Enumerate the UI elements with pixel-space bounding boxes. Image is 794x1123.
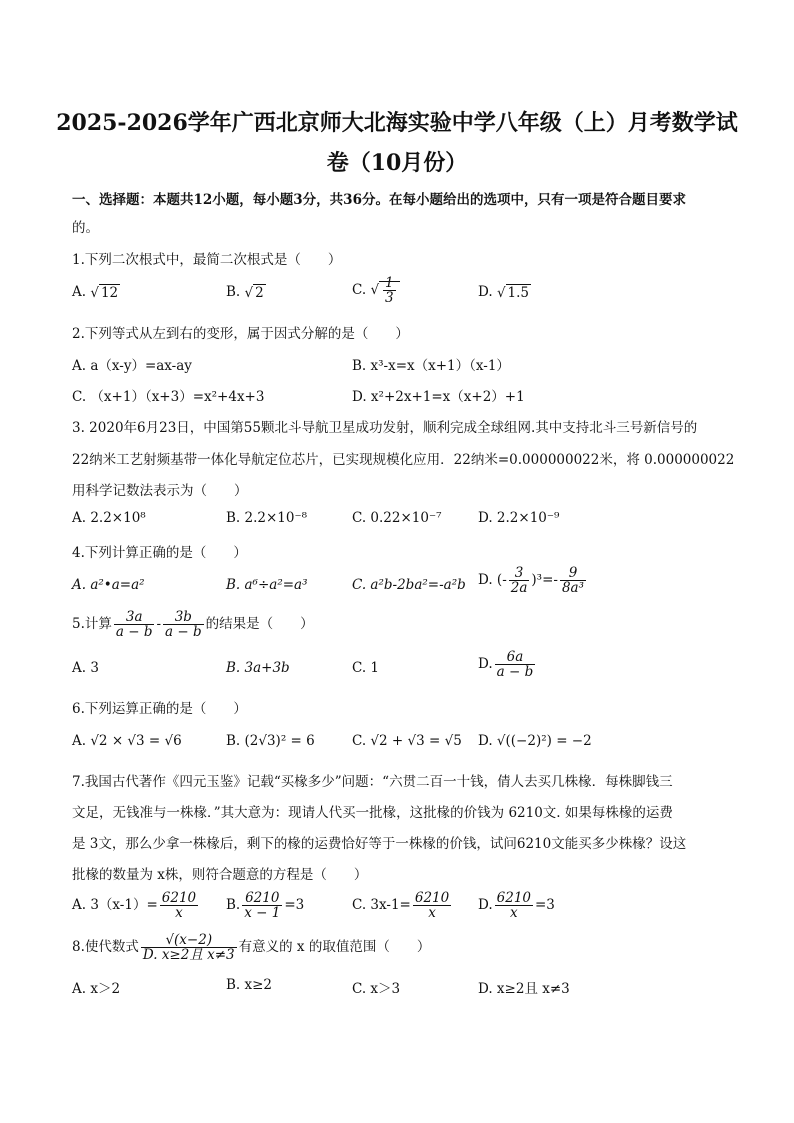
q1-option-d: D. √ 1.5 [478,284,530,301]
q3-stem-line2: 22纳米工艺射频基带一体化导航定位芯片，已实现规模化应用．22纳米=0.000000022米，将 0.000000022 [72,452,735,468]
q7-stem-line2: 文足，无钱准与一株椽．”其大意为：现请人代买一批椽，这批椽的价钱为 6210文. 如果每株椽的运费 [72,805,673,821]
q4-option-b: B. a⁶÷a²=a³ [226,577,308,593]
q5-stem: 5.计算 $\frac{3a}{a - b}$ - $\frac{3b}{a - b}$ 的结果是（ ） [72,609,314,641]
q5-option-d: D. $\frac{6a}{a - b}$ [478,649,534,681]
q1-option-b: B. √ 2 [226,284,264,301]
q1-stem: 1.下列二次根式中，最简二次根式是（ ） [72,252,342,268]
q7-option-b: B. $\frac{6210}{x - 1}$ =3 [226,890,305,922]
q8-option-a: A. x＞2 [72,981,121,997]
q7-option-a: A. 3（x-1）= $\frac{6210}{x}$ [72,890,197,922]
q2-option-d: D. x²+2x+1=x（x+2）+1 [352,389,525,405]
q3-option-a: A. 2.2×10⁸ [72,510,146,526]
q7-stem-line3: 是 3文，那么少拿一株椽后，剩下的椽的运费恰好等于一株椽的价钱，试问6210文能买多少株椽？设这 [72,836,687,852]
q8-option-b: B. x≥2 [226,977,273,993]
q5-option-c: C. 1 [352,660,380,676]
q7-option-c: C. 3x-1= $\frac{6210}{x}$ [352,890,450,922]
q2-option-c: C. （x+1）（x+3）=x²+4x+3 [72,389,265,405]
q7-option-d: D. $\frac{6210}{x}$ =3 [478,890,555,922]
q6-stem: 6.下列运算正确的是（ ） [72,701,247,717]
q4-option-c: C. a²b-2ba²=-a²b [352,577,466,593]
q5-option-b: B. 3a+3b [226,660,290,676]
q6-option-d: D. √((−2)²) = −2 [478,733,592,749]
q7-stem-line4: 批椽的数量为 x株，则符合题意的方程是（ ） [72,867,368,883]
section-heading: 一、选择题：本题共12小题，每小题3分，共36分。在每小题给出的选项中，只有一项是符合题目要求 [72,192,686,208]
q8-stem: 8.使代数式 $\frac{√(x-2)}{\text{D. x≥2且 x≠3}}$ 有意义的 x 的取值范围（ ） [72,932,431,964]
q8-option-d: D. x≥2且 x≠3 [478,981,570,997]
q2-option-a: A. a（x-y）=ax-ay [72,358,192,374]
q8-option-c: C. x＞3 [352,981,401,997]
q3-stem-line3: 用科学记数法表示为（ ） [72,483,248,499]
q6-option-a: A. √2 × √3 = √6 [72,733,182,749]
q3-option-c: C. 0.22×10⁻⁷ [352,510,442,526]
q2-option-b: B. x³-x=x（x+1）（x-1） [352,358,510,374]
q4-option-a: A. a²•a=a² [72,577,145,593]
q4-option-d: D. (- $\frac{3}{2a}$ )³=- $\frac{9}{\text{8a³}}$ [478,565,585,597]
paper-title-line2: 卷（10月份） [326,150,468,176]
q2-stem: 2.下列等式从左到右的变形，属于因式分解的是（ ） [72,326,409,342]
q6-option-c: C. √2 + √3 = √5 [352,733,462,749]
q1-option-a: A. √ 12 [72,284,119,301]
q5-option-a: A. 3 [72,660,99,676]
q6-option-b: B. (2√3)² = 6 [226,733,315,749]
q3-stem-line1: 3. 2020年6月23日，中国第55颗北斗导航卫星成功发射，顺利完成全球组网.其中支持北斗三号新信号的 [72,420,698,436]
q3-option-b: B. 2.2×10⁻⁸ [226,510,307,526]
q4-stem: 4.下列计算正确的是（ ） [72,545,247,561]
section-heading-cont: 的。 [72,220,99,236]
paper-title-line1: 2025-2026学年广西北京师大北海实验中学八年级（上）月考数学试 [56,110,738,136]
q3-option-d: D. 2.2×10⁻⁹ [478,510,560,526]
q1-option-c: C. √ $\frac{1}{3}$ [352,276,400,305]
q7-stem-line1: 7.我国古代著作《四元玉鉴》记载“买椽多少”问题：“六贯二百一十钱，倩人去买几株椽．每株脚钱三 [72,774,673,790]
